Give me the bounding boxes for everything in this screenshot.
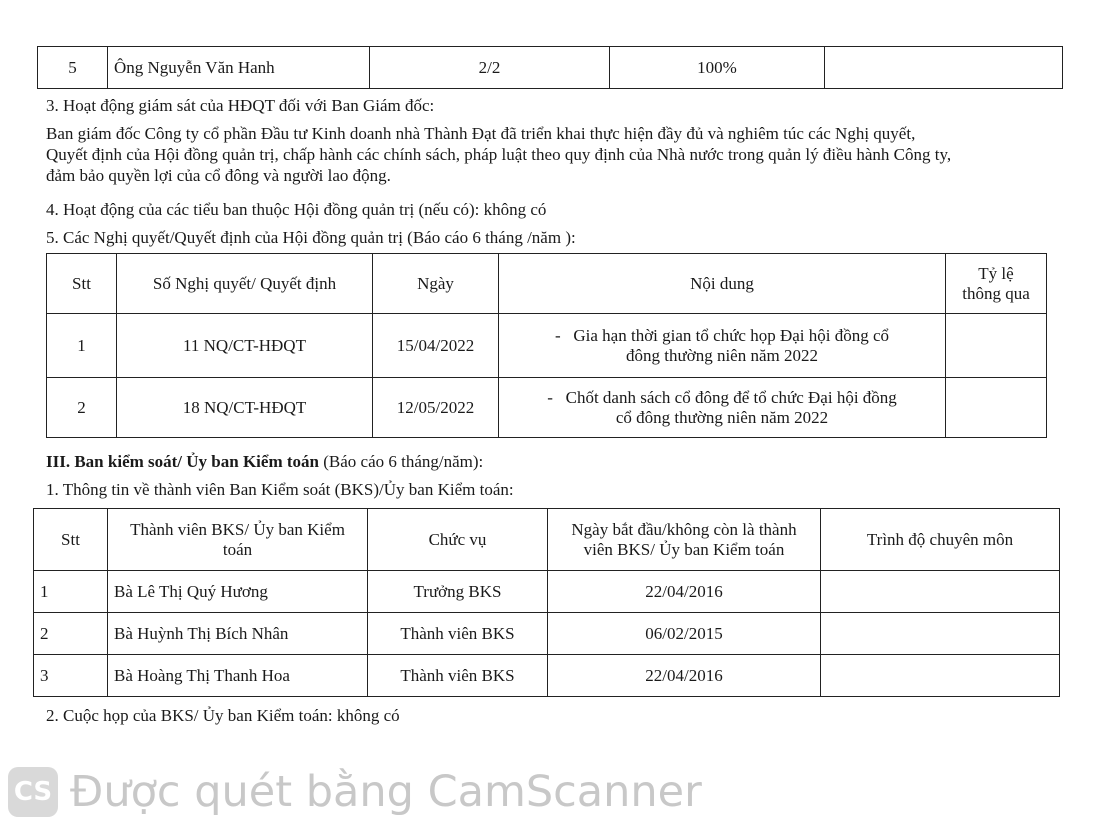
- position-cell: Thành viên BKS: [368, 613, 548, 655]
- number-cell: 11 NQ/CT-HĐQT: [117, 314, 373, 378]
- section-III-note: (Báo cáo 6 tháng/năm):: [318, 452, 484, 471]
- date-cell: 06/02/2015: [548, 613, 821, 655]
- header-approval-rate: [946, 254, 1047, 314]
- table-header-row: [34, 509, 1060, 571]
- header-date: [548, 509, 821, 571]
- header-line: Tỷ lệ: [978, 263, 1014, 283]
- header-member: [108, 509, 368, 571]
- rate-cell: 100%: [610, 47, 825, 89]
- number-cell: 18 NQ/CT-HĐQT: [117, 378, 373, 438]
- qualification-cell: [821, 571, 1060, 613]
- member-name-cell: Ông Nguyễn Văn Hanh: [108, 47, 370, 89]
- resolutions-table: [46, 253, 1047, 438]
- section-III-2-text: 2. Cuộc họp của BKS/ Ủy ban Kiểm toán: không có: [46, 706, 400, 725]
- date-cell: 22/04/2016: [548, 655, 821, 697]
- section-III-title: III. Ban kiểm soát/ Ủy ban Kiểm toán: [46, 452, 319, 471]
- date-cell: 12/05/2022: [373, 378, 499, 438]
- content-line: - Chốt danh sách cổ đông để tổ chức Đại hội đồng: [547, 387, 897, 407]
- camscanner-logo-icon: CS: [8, 767, 58, 817]
- rate-cell: [946, 378, 1047, 438]
- qualification-cell: [821, 613, 1060, 655]
- table-header-row: [47, 254, 1047, 314]
- member-name-cell: Bà Huỳnh Thị Bích Nhân: [108, 613, 368, 655]
- section-4-text: 4. Hoạt động của các tiểu ban thuộc Hội đồng quản trị (nếu có): không có: [46, 200, 547, 219]
- content-line: cổ đông thường niên năm 2022: [615, 407, 829, 427]
- member-name-cell: Bà Hoàng Thị Thanh Hoa: [108, 655, 368, 697]
- section-III-1-heading: 1. Thông tin về thành viên Ban Kiểm soát (BKS)/Ủy ban Kiểm toán:: [46, 480, 514, 499]
- stt-cell: 3: [34, 655, 108, 697]
- qualification-cell: [821, 655, 1060, 697]
- table-row: [47, 378, 1047, 438]
- date-cell: 15/04/2022: [373, 314, 499, 378]
- header-qualification: Trình độ chuyên môn: [821, 509, 1060, 571]
- table-row: [38, 47, 1063, 89]
- header-number: Số Nghị quyết/ Quyết định: [117, 254, 373, 314]
- paragraph-line: Quyết định của Hội đồng quản trị, chấp hành các chính sách, pháp luật theo quy định của Nhà nước trong quản lý điều hành Công ty,: [46, 145, 952, 164]
- paragraph-line: Ban giám đốc Công ty cổ phần Đầu tư Kinh doanh nhà Thành Đạt đã triển khai thực hiện đầy đủ và nghiêm túc các Nghị quyết,: [46, 124, 916, 143]
- stt-cell: 2: [47, 378, 117, 438]
- section-3-paragraph: [46, 123, 1066, 186]
- rate-cell: [946, 314, 1047, 378]
- header-content: Nội dung: [499, 254, 946, 314]
- sessions-cell: 2/2: [370, 47, 610, 89]
- header-stt: Stt: [34, 509, 108, 571]
- date-cell: 22/04/2016: [548, 571, 821, 613]
- section-5-heading: 5. Các Nghị quyết/Quyết định của Hội đồng quản trị (Báo cáo 6 tháng /năm ):: [46, 228, 576, 247]
- section-III-heading: [46, 452, 483, 472]
- position-cell: Trưởng BKS: [368, 571, 548, 613]
- camscanner-watermark: [8, 762, 702, 822]
- table-row: [47, 314, 1047, 378]
- stt-cell: 2: [34, 613, 108, 655]
- header-line: viên BKS/ Ủy ban Kiểm toán: [583, 539, 785, 559]
- header-line: thông qua: [962, 283, 1030, 303]
- supervisory-board-table: [33, 508, 1060, 697]
- header-position: Chức vụ: [368, 509, 548, 571]
- content-cell: [499, 314, 946, 378]
- attendance-table: [37, 46, 1063, 89]
- paragraph-line: đảm bảo quyền lợi của cổ đông và người lao động.: [46, 166, 391, 185]
- header-stt: Stt: [47, 254, 117, 314]
- stt-cell: 1: [47, 314, 117, 378]
- header-line: toán: [222, 539, 253, 559]
- table-row: [34, 571, 1060, 613]
- header-date: Ngày: [373, 254, 499, 314]
- stt-cell: 5: [38, 47, 108, 89]
- position-cell: Thành viên BKS: [368, 655, 548, 697]
- member-name-cell: Bà Lê Thị Quý Hương: [108, 571, 368, 613]
- watermark-text: Được quét bằng CamScanner: [70, 767, 702, 817]
- content-cell: [499, 378, 946, 438]
- section-3-heading: 3. Hoạt động giám sát của HĐQT đối với Ban Giám đốc:: [46, 96, 435, 115]
- reason-cell: [825, 47, 1063, 89]
- header-line: Ngày bắt đầu/không còn là thành: [571, 519, 797, 539]
- table-row: [34, 655, 1060, 697]
- content-line: đông thường niên năm 2022: [626, 345, 818, 365]
- content-line: - Gia hạn thời gian tổ chức họp Đại hội đồng cổ: [554, 325, 890, 345]
- stt-cell: 1: [34, 571, 108, 613]
- header-line: Thành viên BKS/ Ủy ban Kiểm: [130, 519, 345, 539]
- table-row: [34, 613, 1060, 655]
